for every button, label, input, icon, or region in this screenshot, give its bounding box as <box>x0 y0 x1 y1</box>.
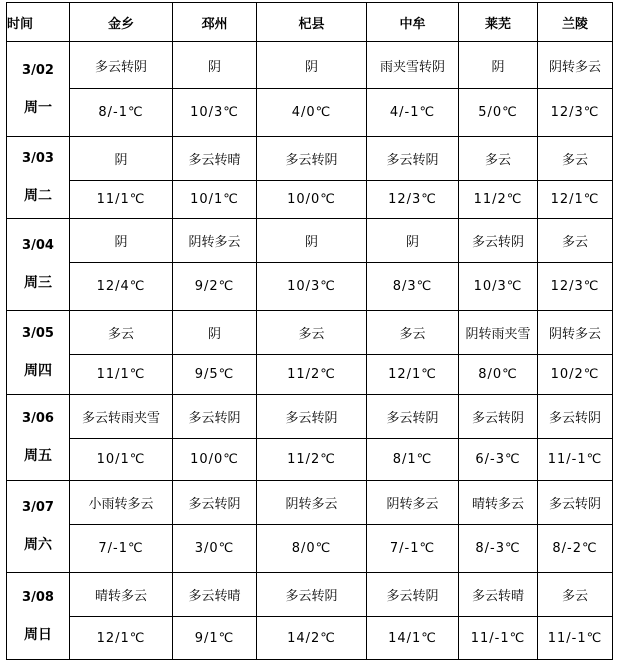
temperature-cell: 12/3℃ <box>538 89 613 137</box>
weather-cell: 多云转阴 <box>257 137 367 181</box>
weekday-label: 周一 <box>24 99 52 116</box>
weather-cell: 阴 <box>257 42 367 89</box>
temperature-cell: 14/2℃ <box>257 617 367 660</box>
temperature-cell: 9/1℃ <box>173 617 257 660</box>
temperature-cell: 3/0℃ <box>173 525 257 573</box>
temperature-cell: 11/1℃ <box>70 181 173 219</box>
weather-cell: 阴转多云 <box>173 219 257 263</box>
weather-cell: 多云转阴 <box>173 395 257 439</box>
temperature-cell: 11/-1℃ <box>538 617 613 660</box>
weather-cell: 晴转多云 <box>459 481 538 525</box>
weather-cell: 小雨转多云 <box>70 481 173 525</box>
date-label: 3/03 <box>22 151 54 166</box>
weekday-label: 周三 <box>24 275 52 291</box>
temperature-row <box>7 439 613 481</box>
weather-cell: 阴 <box>70 137 173 181</box>
temperature-cell: 11/2℃ <box>459 181 538 219</box>
temperature-cell: 12/3℃ <box>367 181 459 219</box>
temperature-row <box>7 181 613 219</box>
weekday-label: 周四 <box>24 363 52 379</box>
weekday-label: 周六 <box>24 537 52 553</box>
temperature-cell: 5/0℃ <box>459 89 538 137</box>
weather-cell: 多云转晴 <box>173 573 257 617</box>
weather-cell: 阴转多云 <box>538 42 613 89</box>
date-cell <box>7 137 70 219</box>
temperature-cell: 10/3℃ <box>173 89 257 137</box>
temperature-cell: 8/-1℃ <box>70 89 173 137</box>
date-cell <box>7 395 70 481</box>
weather-cell: 多云转阴 <box>173 481 257 525</box>
temperature-cell: 10/0℃ <box>173 439 257 481</box>
date-label: 3/04 <box>22 238 54 253</box>
header-city: 中牟 <box>367 3 459 42</box>
weather-cell: 阴转多云 <box>257 481 367 525</box>
weather-cell: 多云转阴 <box>538 481 613 525</box>
date-label: 3/08 <box>22 589 54 605</box>
temperature-cell: 14/1℃ <box>367 617 459 660</box>
date-cell <box>7 311 70 395</box>
header-city: 莱芜 <box>459 3 538 42</box>
temperature-cell: 8/3℃ <box>367 263 459 311</box>
temperature-cell: 8/0℃ <box>459 355 538 395</box>
temperature-cell: 4/0℃ <box>257 89 367 137</box>
date-cell <box>7 219 70 311</box>
weather-cell: 多云转晴 <box>459 573 538 617</box>
weather-cell: 多云转阴 <box>257 395 367 439</box>
temperature-row <box>7 525 613 573</box>
weather-cell: 多云转阴 <box>257 573 367 617</box>
weekday-label: 周二 <box>24 188 52 204</box>
weather-cell: 多云转阴 <box>459 219 538 263</box>
weather-cell: 多云转阴 <box>367 137 459 181</box>
weather-cell: 多云转阴 <box>459 395 538 439</box>
weather-cell: 阴 <box>257 219 367 263</box>
weekday-label: 周日 <box>24 626 52 643</box>
temperature-cell: 6/-3℃ <box>459 439 538 481</box>
weather-cell: 阴 <box>367 219 459 263</box>
date-cell <box>7 481 70 573</box>
temperature-cell: 12/1℃ <box>538 181 613 219</box>
temperature-cell: 10/0℃ <box>257 181 367 219</box>
header-city: 邳州 <box>173 3 257 42</box>
weather-cell: 多云 <box>538 219 613 263</box>
weather-cell: 多云 <box>367 311 459 355</box>
temperature-cell: 10/3℃ <box>459 263 538 311</box>
weather-row <box>7 481 613 525</box>
date-label: 3/02 <box>22 62 54 78</box>
temperature-row <box>7 617 613 660</box>
temperature-cell: 12/3℃ <box>538 263 613 311</box>
weather-cell: 多云 <box>257 311 367 355</box>
temperature-cell: 8/-2℃ <box>538 525 613 573</box>
temperature-cell: 7/-1℃ <box>367 525 459 573</box>
temperature-cell: 9/5℃ <box>173 355 257 395</box>
temperature-cell: 8/1℃ <box>367 439 459 481</box>
temperature-cell: 12/1℃ <box>367 355 459 395</box>
weather-row <box>7 42 613 89</box>
weather-cell: 阴 <box>459 42 538 89</box>
weather-cell: 阴转雨夹雪 <box>459 311 538 355</box>
temperature-row <box>7 263 613 311</box>
date-label: 3/07 <box>22 500 54 515</box>
header-city: 金乡 <box>70 3 173 42</box>
temperature-cell: 11/2℃ <box>257 355 367 395</box>
weather-cell: 晴转多云 <box>70 573 173 617</box>
weather-cell: 阴 <box>173 311 257 355</box>
weather-cell: 多云转阴 <box>70 42 173 89</box>
temperature-cell: 8/-3℃ <box>459 525 538 573</box>
temperature-cell: 4/-1℃ <box>367 89 459 137</box>
weather-cell: 多云 <box>459 137 538 181</box>
temperature-cell: 12/1℃ <box>70 617 173 660</box>
weather-cell: 阴转多云 <box>367 481 459 525</box>
temperature-cell: 7/-1℃ <box>70 525 173 573</box>
temperature-cell: 11/1℃ <box>70 355 173 395</box>
temperature-cell: 10/2℃ <box>538 355 613 395</box>
date-label: 3/05 <box>22 326 54 341</box>
weather-cell: 多云转晴 <box>173 137 257 181</box>
date-label: 3/06 <box>22 411 54 426</box>
temperature-cell: 12/4℃ <box>70 263 173 311</box>
weather-cell: 多云转阴 <box>367 395 459 439</box>
header-time: 时间 <box>7 3 70 42</box>
weather-row <box>7 311 613 355</box>
temperature-cell: 10/3℃ <box>257 263 367 311</box>
weather-cell: 雨夹雪转阴 <box>367 42 459 89</box>
weekday-label: 周五 <box>24 448 52 464</box>
weather-row <box>7 395 613 439</box>
header-city: 兰陵 <box>538 3 613 42</box>
weather-forecast-table <box>6 2 613 660</box>
temperature-cell: 11/-1℃ <box>538 439 613 481</box>
weather-cell: 多云 <box>538 573 613 617</box>
weather-row <box>7 219 613 263</box>
weather-cell: 阴转多云 <box>538 311 613 355</box>
temperature-cell: 10/1℃ <box>173 181 257 219</box>
weather-cell: 多云转阴 <box>367 573 459 617</box>
weather-cell: 多云转阴 <box>538 395 613 439</box>
header-row <box>7 3 613 42</box>
temperature-row <box>7 89 613 137</box>
weather-row <box>7 137 613 181</box>
temperature-cell: 11/-1℃ <box>459 617 538 660</box>
weather-cell: 多云转雨夹雪 <box>70 395 173 439</box>
temperature-cell: 8/0℃ <box>257 525 367 573</box>
header-city: 杞县 <box>257 3 367 42</box>
weather-cell: 多云 <box>70 311 173 355</box>
weather-cell: 多云 <box>538 137 613 181</box>
weather-row <box>7 573 613 617</box>
temperature-cell: 9/2℃ <box>173 263 257 311</box>
temperature-cell: 10/1℃ <box>70 439 173 481</box>
date-cell <box>7 42 70 137</box>
temperature-cell: 11/2℃ <box>257 439 367 481</box>
date-cell <box>7 573 70 660</box>
weather-cell: 阴 <box>173 42 257 89</box>
temperature-row <box>7 355 613 395</box>
weather-cell: 阴 <box>70 219 173 263</box>
